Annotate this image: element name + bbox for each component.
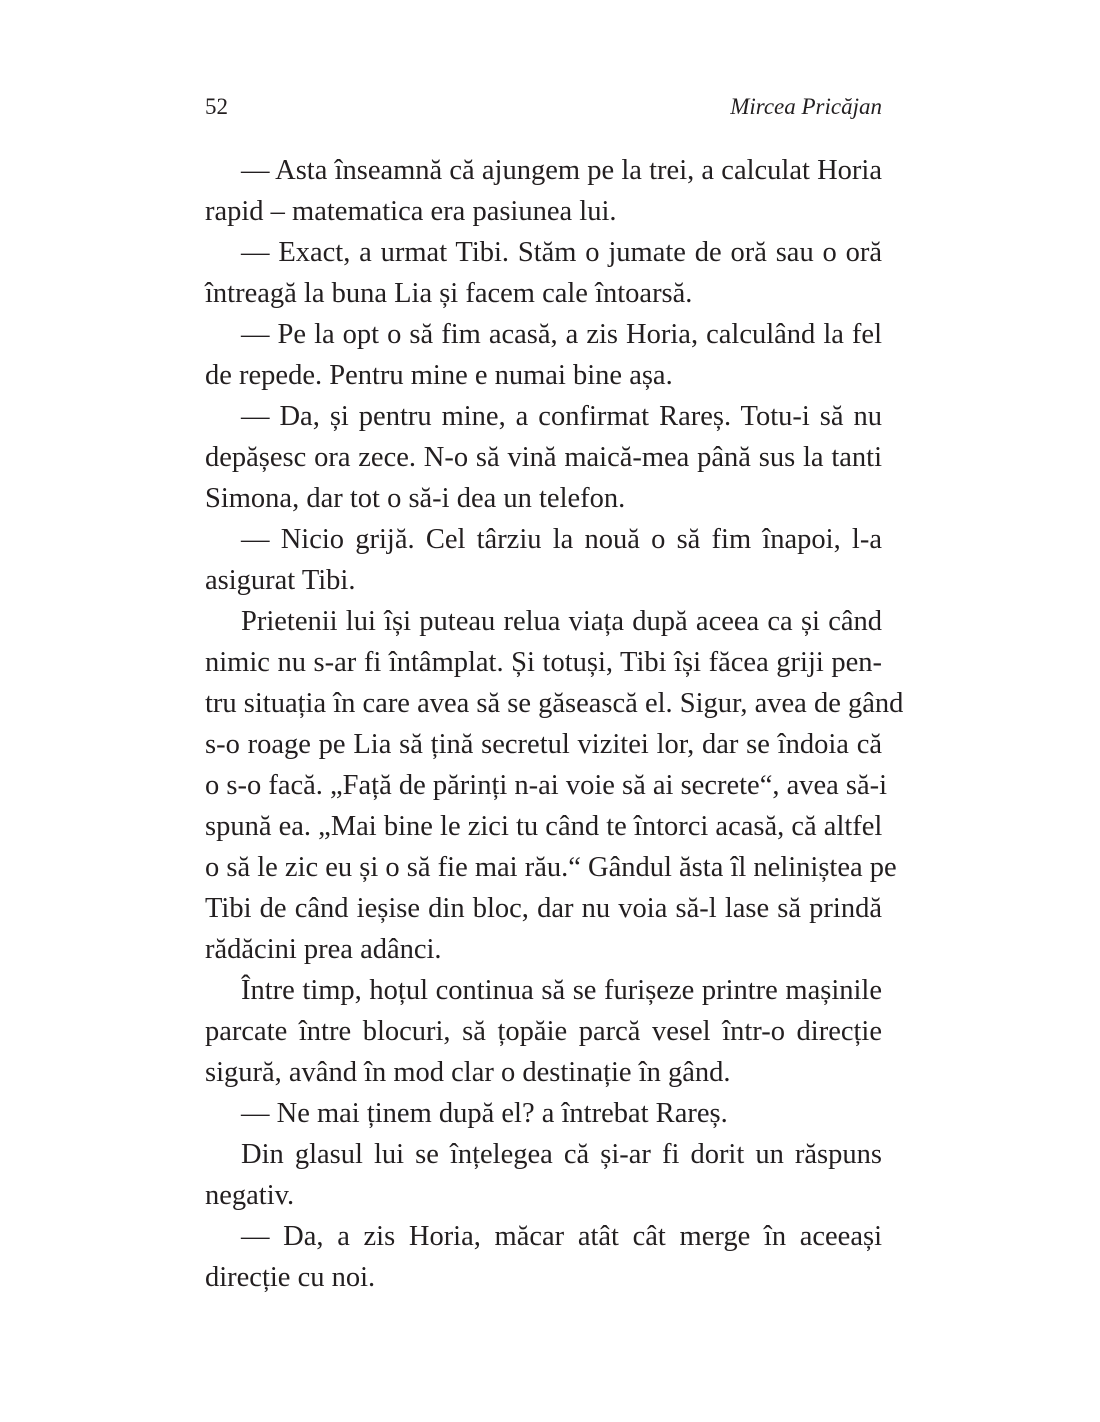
running-head xyxy=(205,92,882,122)
paragraph-first-line: — Asta înseamnă că ajungem pe la trei, a calculat Horia xyxy=(241,155,882,186)
text-line: depășesc ora zece. N-o să vină maică-mea până sus la tanti xyxy=(205,442,882,473)
text-line: de repede. Pentru mine e numai bine așa. xyxy=(205,360,673,391)
paragraph-first-line: Din glasul lui se înțelegea că și-ar fi dorit un răspuns xyxy=(241,1139,882,1170)
paragraph-first-line: — Da, a zis Horia, măcar atât cât merge în aceeași xyxy=(241,1221,882,1252)
running-title-author: Mircea Pricăjan xyxy=(730,94,882,119)
text-line: o s-o facă. „Față de părinți n-ai voie să ai secrete“, avea să-i xyxy=(205,770,888,801)
text-line: nimic nu s-ar fi întâmplat. Și totuși, Tibi își făcea griji pen- xyxy=(205,647,882,678)
text-line: Simona, dar tot o să-i dea un telefon. xyxy=(205,483,626,514)
text-line: parcate între blocuri, să țopăie parcă vesel într-o direcție xyxy=(205,1016,882,1047)
text-line: o să le zic eu și o să fie mai rău.“ Gândul ăsta îl neliniștea pe xyxy=(205,852,897,883)
text-line: rapid – matematica era pasiunea lui. xyxy=(205,196,617,227)
paragraph-first-line: — Da, și pentru mine, a confirmat Rareș. Totu-i să nu xyxy=(241,401,882,432)
text-line: rădăcini prea adânci. xyxy=(205,934,442,965)
text-line: spună ea. „Mai bine le zici tu când te întorci acasă, că altfel xyxy=(205,811,883,842)
text-line: negativ. xyxy=(205,1180,295,1211)
paragraph-first-line: — Pe la opt o să fim acasă, a zis Horia, calculând la fel xyxy=(241,319,882,350)
text-line: direcție cu noi. xyxy=(205,1262,376,1293)
paragraph-first-line: — Exact, a urmat Tibi. Stăm o jumate de oră sau o oră xyxy=(241,237,882,268)
text-line: asigurat Tibi. xyxy=(205,565,356,596)
text-line: s-o roage pe Lia să țină secretul vizitei lor, dar se îndoia că xyxy=(205,729,882,760)
text-line: tru situația în care avea să se găsească el. Sigur, avea de gând xyxy=(205,688,904,719)
text-line: sigură, având în mod clar o destinație în gând. xyxy=(205,1057,731,1088)
page-number: 52 xyxy=(205,94,228,119)
paragraph-first-line: — Nicio grijă. Cel târziu la nouă o să fim înapoi, l-a xyxy=(241,524,882,555)
paragraph-first-line: — Ne mai ținem după el? a întrebat Rareș. xyxy=(241,1098,728,1129)
text-line: Tibi de când ieșise din bloc, dar nu voia să-l lase să prindă xyxy=(205,893,882,924)
body-text xyxy=(205,150,904,1298)
paragraph-first-line: Între timp, hoțul continua să se furișeze printre mașinile xyxy=(241,975,882,1006)
text-line: întreagă la buna Lia și facem cale întoarsă. xyxy=(205,278,693,309)
paragraph-first-line: Prietenii lui își puteau relua viața după aceea ca și când xyxy=(241,606,882,637)
